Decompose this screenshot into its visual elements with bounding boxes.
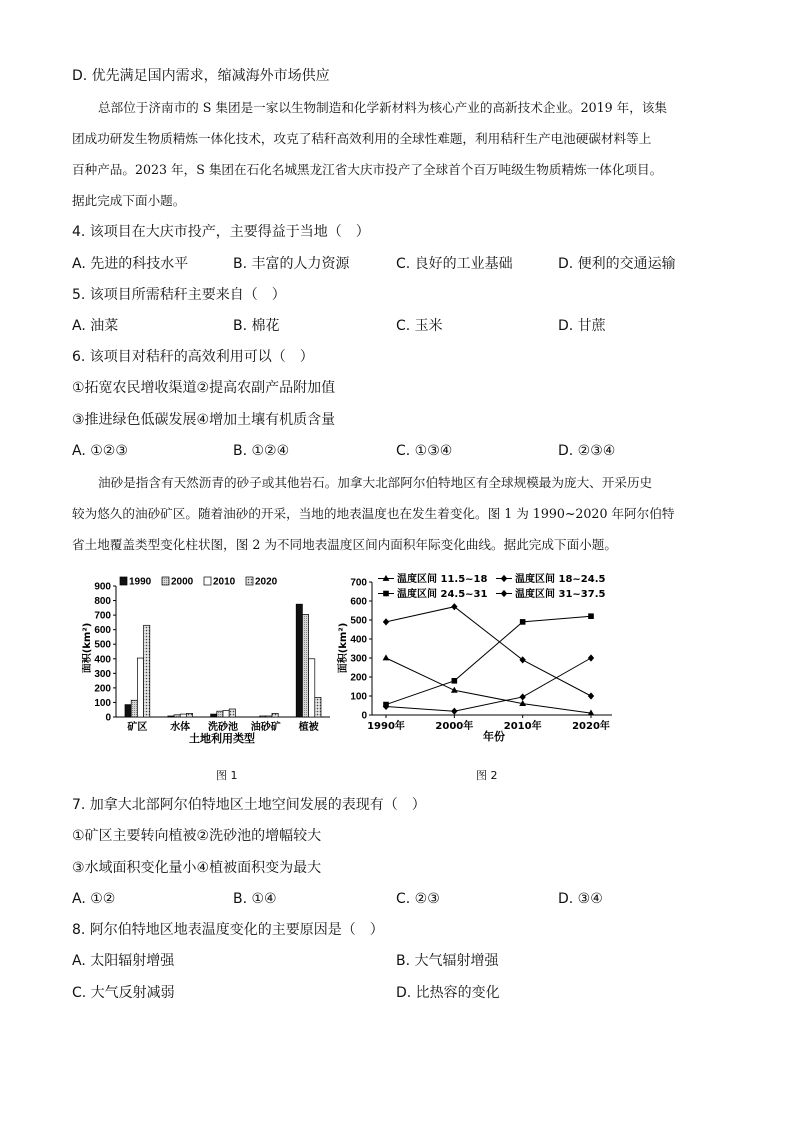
figure-2-point: [451, 708, 457, 715]
passage-1-line: 百种产品。2023 年，S 集团在石化名城黑龙江省大庆市投产了全球首个百万吨级生物质精炼一体化项目。: [72, 162, 663, 177]
figure-1-x-axis-label: 土地利用类型: [189, 732, 255, 745]
figure-1-bar: [168, 716, 174, 717]
question-5-stem: 5. 该项目所需秸秆主要来自（ ）: [72, 287, 286, 303]
figure-2-x-tick-label: 1990年: [367, 721, 405, 732]
figure-2-legend-label: 温度区间 11.5~18: [397, 574, 488, 585]
figure-1-legend-label: 2000: [171, 576, 194, 588]
q6-option-b: B. ①②④: [233, 443, 290, 459]
figure-1-bar: [137, 658, 143, 717]
figure-2-point: [383, 591, 389, 597]
figure-1-y-tick-label: 0: [105, 712, 111, 724]
question-8-stem: 8. 阿尔伯特地区地表温度变化的主要原因是（ ）: [72, 922, 384, 938]
figure-2-point: [520, 619, 526, 625]
figure-2-point: [452, 678, 458, 684]
figure-1-x-tick-label: 植被: [298, 722, 319, 733]
q5-option-d: D. 甘蔗: [558, 318, 606, 334]
figure-1-bar: [174, 715, 180, 717]
passage-2: [72, 467, 726, 560]
figure-1-y-tick-label: 600: [94, 625, 111, 637]
figure-2-y-tick-label: 200: [350, 672, 367, 684]
figure-2-x-tick-label: 2000年: [435, 721, 474, 732]
figure-2-y-tick-label: 400: [350, 634, 367, 646]
question-4-stem: 4. 该项目在大庆市投产，主要得益于当地（ ）: [72, 224, 370, 240]
figure-2-point: [451, 603, 457, 610]
figure-1-x-tick-label: 矿区: [127, 722, 148, 733]
figure-1-y-tick-label: 400: [94, 654, 111, 666]
option-q3-d: D. 优先满足国内需求，缩减海外市场供应: [72, 68, 330, 84]
figure-1-bar: [260, 716, 266, 717]
figure-2-point: [501, 590, 507, 597]
passage-1-line: 团成功研发生物质精炼一体化技术，攻克了秸秆高效利用的全球性难题，利用秸秆生产电池硬碳材料等上: [72, 131, 652, 146]
figure-1-bar: [229, 709, 235, 717]
figure-2-y-tick-label: 700: [350, 577, 367, 589]
figure-1-legend-swatch: [120, 577, 127, 585]
q6-statements-1: ①拓宽农民增收渠道②提高农副产品附加值: [72, 380, 336, 396]
figure-1-y-tick-label: 200: [94, 683, 111, 695]
figure-1-y-tick-label: 700: [94, 610, 111, 622]
figure-2-point: [383, 575, 390, 581]
figure-1-bar: [272, 713, 278, 717]
figure-2-line-chart: [336, 572, 626, 752]
figure-2-point: [588, 613, 594, 619]
figure-1-bar: [223, 710, 229, 717]
figure-2-point: [383, 654, 390, 660]
passage-2-line: 省土地覆盖类型变化柱状图，图 2 为不同地表温度区间内面积年际变化曲线。据此完成下面小题。: [72, 537, 617, 552]
figure-1-bar: [296, 604, 302, 717]
figure-2-y-tick-label: 500: [350, 615, 367, 627]
figure-1-bar: [131, 700, 137, 717]
q7-statements-1: ①矿区主要转向植被②洗砂池的增幅较大: [72, 828, 322, 844]
figure-1-y-axis-label: 面积(km²): [82, 622, 93, 674]
figure-2-y-tick-label: 0: [361, 710, 367, 722]
figure-2-legend-label: 温度区间 31~37.5: [515, 589, 606, 600]
figure-1-y-tick-label: 100: [94, 697, 111, 709]
q8-option-a: A. 太阳辐射增强: [72, 953, 175, 969]
figure-2-series-line: [386, 658, 591, 713]
q7-option-a: A. ①②: [72, 891, 116, 907]
passage-2-line: 油砂是指含有天然沥青的砂子或其他岩石。加拿大北部阿尔伯特地区有全球规模最为庞大、开采历史: [98, 475, 653, 490]
figure-1-bar: [302, 614, 308, 717]
figure-1-bar: [266, 716, 272, 717]
figure-1-bar: [180, 714, 186, 717]
figure-1-y-tick-label: 500: [94, 639, 111, 651]
q5-option-c: C. 玉米: [396, 318, 443, 334]
figure-1-legend-swatch: [204, 577, 211, 585]
q8-option-d: D. 比热容的变化: [396, 985, 500, 1001]
figure-1-legend-label: 1990: [129, 576, 152, 588]
figure-1-bar: [309, 659, 315, 717]
q5-option-a: A. 油菜: [72, 318, 119, 334]
figure-2-x-tick-label: 2020年: [572, 721, 610, 732]
figure-1-y-tick-label: 300: [94, 668, 111, 680]
figure-2-series-line: [386, 658, 591, 711]
figure-2-x-axis-label: 年份: [483, 730, 505, 743]
figure-2-caption: 图 2: [476, 769, 498, 782]
figure-1-x-tick-label: 油砂矿: [250, 722, 281, 733]
figure-1-caption: 图 1: [216, 769, 238, 782]
figure-2-point: [519, 693, 525, 700]
figure-2-x-tick-label: 2010年: [503, 721, 542, 732]
passage-1-line: 据此完成下面小题。: [72, 193, 186, 208]
q5-option-b: B. 棉花: [233, 318, 280, 334]
figure-2-point: [383, 618, 389, 625]
figure-1-legend-swatch: [246, 577, 253, 585]
figure-1-y-tick-label: 800: [94, 596, 111, 608]
figure-1-bar-chart: [82, 572, 344, 752]
figure-2-point: [501, 575, 507, 582]
q4-option-a: A. 先进的科技水平: [72, 256, 189, 272]
q6-option-a: A. ①②③: [72, 443, 128, 459]
figure-1-legend-label: 2020: [255, 576, 278, 588]
figure-1-legend-label: 2010: [213, 576, 236, 588]
passage-1-line: 总部位于济南市的 S 集团是一家以生物制造和化学新材料为核心产业的高新技术企业。2019 年，该集: [98, 100, 668, 115]
question-7-stem: 7. 加拿大北部阿尔伯特地区土地空间发展的表现有（ ）: [72, 797, 426, 813]
figure-1-x-tick-label: 洗砂池: [208, 722, 238, 733]
figure-1-bar: [125, 705, 131, 717]
figure-1-legend-swatch: [162, 577, 169, 585]
figure-2-y-axis-label: 面积(km²): [338, 622, 349, 674]
figure-1-bar: [144, 625, 150, 717]
q8-option-b: B. 大气辐射增强: [396, 953, 499, 969]
figure-1-bar: [186, 713, 192, 717]
question-6-stem: 6. 该项目对秸秆的高效利用可以（ ）: [72, 349, 314, 365]
figure-2-legend-label: 温度区间 18~24.5: [515, 574, 606, 585]
passage-2-line: 较为悠久的油砂矿区。随着油砂的开采，当地的地表温度也在发生着变化。图 1 为 1990~2020 年阿尔伯特: [72, 506, 675, 521]
q4-option-b: B. 丰富的人力资源: [233, 256, 350, 272]
q7-option-b: B. ①④: [233, 891, 277, 907]
q7-option-c: C. ②③: [396, 891, 440, 907]
figure-1-y-tick-label: 900: [94, 581, 111, 593]
figure-2-point: [588, 692, 594, 699]
q4-option-c: C. 良好的工业基础: [396, 256, 513, 272]
figure-2-y-tick-label: 300: [350, 653, 367, 665]
figure-2-y-tick-label: 100: [350, 691, 367, 703]
q4-option-d: D. 便利的交通运输: [558, 256, 676, 272]
figure-2-series-line: [386, 616, 591, 704]
passage-1: [72, 92, 726, 216]
q8-option-c: C. 大气反射减弱: [72, 985, 175, 1001]
q6-option-c: C. ①③④: [396, 443, 453, 459]
figure-2-point: [519, 656, 525, 663]
figure-2-legend-label: 温度区间 24.5~31: [397, 589, 488, 600]
figure-1-bar: [315, 697, 321, 717]
q7-option-d: D. ③④: [558, 891, 603, 907]
q6-option-d: D. ②③④: [558, 443, 616, 459]
q6-statements-2: ③推进绿色低碳发展④增加土壤有机质含量: [72, 412, 336, 428]
figure-2-y-tick-label: 600: [350, 596, 367, 608]
figure-1-bar: [211, 714, 217, 717]
q7-statements-2: ③水域面积变化量小④植被面积变为最大: [72, 860, 322, 876]
figure-2-point: [588, 654, 594, 661]
figure-1-x-tick-label: 水体: [170, 722, 191, 733]
figure-1-bar: [217, 711, 223, 717]
